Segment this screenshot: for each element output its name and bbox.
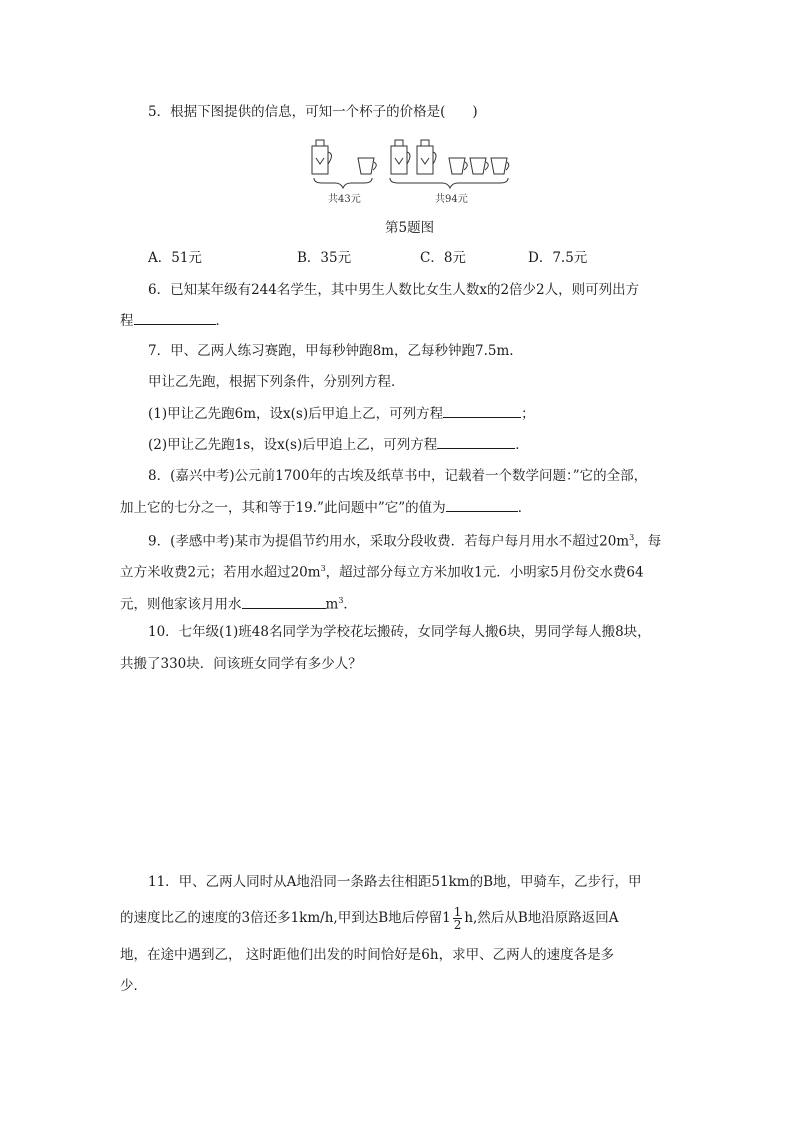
q11-frac-den: 2 bbox=[453, 918, 462, 932]
q9-line2-b: ，超过部分每立方米加收1元．小明家5月份交水费64 bbox=[325, 564, 644, 581]
q9-line3 bbox=[120, 592, 357, 614]
cup-icon bbox=[358, 158, 376, 174]
q5-figure-label-right: 共94元 bbox=[435, 194, 468, 205]
q8-line2 bbox=[120, 498, 531, 517]
q5-stem: 5．根据下图提供的信息，可知一个杯子的价格是( ) bbox=[148, 104, 478, 120]
q5-option-c: C．8元 bbox=[420, 250, 466, 266]
q6-answer-blank[interactable] bbox=[134, 311, 216, 325]
q9-line3-end: ． bbox=[343, 596, 357, 613]
q5-option-b: B．35元 bbox=[297, 250, 352, 266]
q7-sub1-answer-blank[interactable] bbox=[443, 404, 521, 418]
q8-line2-prefix: 加上它的七分之一，其和等于19.”此问题中”它”的值为 bbox=[120, 500, 446, 516]
q9-line2-sup: 3 bbox=[320, 564, 326, 573]
q9-line3-sup: 3 bbox=[338, 596, 344, 605]
q7-sub1-prefix: (1)甲让乙先跑6m，设x(s)后甲追上乙，可列方程 bbox=[148, 406, 444, 422]
q5-figure-svg bbox=[300, 136, 512, 206]
q9-line2-a: 立方米收费2元；若用水超过20m bbox=[120, 564, 321, 581]
q10-line2: 共搬了330块．问该班女同学有多少人？ bbox=[120, 656, 362, 672]
q8-line1: 8．(嘉兴中考)公元前1700年的古埃及纸草书中，记载着一个数学问题：”它的全部， bbox=[148, 468, 648, 484]
q11-line3: 地，在途中遇到乙， 这时距他们出发的时间恰好是6h，求甲、乙两人的速度各是多 bbox=[120, 947, 615, 963]
q11-line2 bbox=[120, 903, 619, 933]
q6-line2-suffix: ． bbox=[215, 313, 229, 329]
q9-line1-b: ，每 bbox=[634, 533, 662, 550]
q9-line1-sup: 3 bbox=[629, 533, 635, 542]
q7-sub1-suffix: ； bbox=[521, 406, 535, 422]
q11-fraction bbox=[453, 906, 463, 931]
q8-line2-suffix: ． bbox=[517, 500, 532, 516]
q5-caption: 第5题图 bbox=[385, 220, 435, 236]
q11-line4: 少． bbox=[120, 978, 147, 994]
q6-line2-prefix: 程 bbox=[120, 313, 134, 329]
q7-sub2-prefix: (2)甲让乙先跑1s，设x(s)后甲追上乙，可列方程 bbox=[148, 437, 438, 453]
q5-option-d: D．7.5元 bbox=[528, 250, 588, 266]
q5-figure bbox=[300, 136, 512, 210]
cup-icon bbox=[470, 158, 488, 174]
q5-figure-label-left: 共43元 bbox=[328, 194, 361, 205]
q6-line1: 6．已知某年级有244名学生，其中男生人数比女生人数x的2倍少2人，则可列出方 bbox=[148, 282, 640, 298]
q11-line2-a: 的速度比乙的速度的3倍还多1km/h,甲到达B地后停留1 bbox=[120, 910, 451, 926]
q7-sub2 bbox=[148, 435, 529, 454]
q9-line2 bbox=[120, 560, 644, 582]
q6-line2 bbox=[120, 311, 229, 330]
q9-line1-a: 9．(孝感中考)某市为提倡节约用水，采取分段收费．若每户每月用水不超过20m bbox=[148, 533, 630, 550]
kettle-icon bbox=[417, 140, 436, 174]
q9-line3-prefix: 元，则他家该月用水 bbox=[120, 596, 242, 613]
cup-icon bbox=[491, 158, 509, 174]
q7-line1: 7．甲、乙两人练习赛跑，甲每秒钟跑8m，乙每秒钟跑7.5m. bbox=[148, 343, 514, 359]
q11-frac-num: 1 bbox=[453, 905, 462, 919]
q7-line2: 甲让乙先跑，根据下列条件，分别列方程． bbox=[148, 374, 405, 390]
q9-line1 bbox=[148, 529, 661, 551]
q7-sub2-answer-blank[interactable] bbox=[437, 435, 515, 449]
brace-right bbox=[390, 178, 508, 188]
kettle-icon bbox=[312, 140, 332, 174]
q8-answer-blank[interactable] bbox=[446, 498, 518, 512]
kettle-icon bbox=[391, 140, 410, 174]
q7-sub1 bbox=[148, 404, 535, 423]
brace-left bbox=[314, 178, 372, 188]
q11-line1: 11．甲、乙两人同时从A地沿同一条路去往相距51km的B地，甲骑车，乙步行，甲 bbox=[148, 874, 642, 890]
q5-option-a: A．51元 bbox=[148, 250, 202, 266]
q10-line1: 10．七年级(1)班48名同学为学校花坛搬砖，女同学每人搬6块，男同学每人搬8块， bbox=[148, 624, 651, 640]
q9-line3-suffix: m bbox=[325, 596, 339, 613]
cup-icon bbox=[449, 158, 467, 174]
q9-answer-blank[interactable] bbox=[242, 595, 326, 609]
q11-line2-b: h,然后从B地沿原路返回A bbox=[464, 910, 619, 926]
q7-sub2-suffix: ． bbox=[515, 437, 529, 453]
